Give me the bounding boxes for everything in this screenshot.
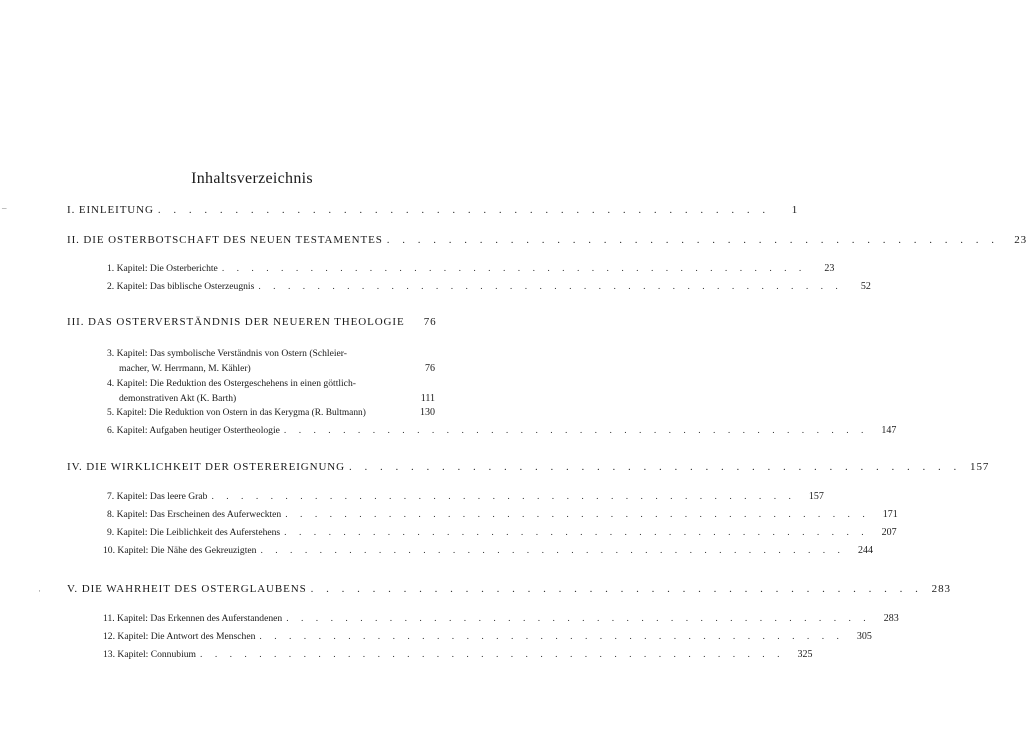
leader-dots: . . . . . . . . . . . . . . . . . . . . . . . . . . . . . . . . . . . . . . . .: [260, 545, 845, 556]
toc-chapter: [107, 376, 435, 406]
toc-chapter: [103, 544, 873, 557]
toc-chapter: [107, 490, 824, 503]
toc-chapter-label: 5. Kapitel: Die Reduktion von Ostern in das Kerygma (R. Bultmann): [107, 408, 366, 418]
toc-page-number: 1: [791, 204, 799, 216]
toc-part: [67, 583, 951, 596]
toc-chapter: [107, 280, 871, 293]
toc-chapter-label: 6. Kapitel: Aufgaben heutiger Ostertheologie: [107, 425, 280, 436]
toc-part-label: III. DAS OSTERVERSTÄNDNIS DER NEUEREN THEOLOGIE: [67, 316, 405, 328]
toc-chapter-label: 9. Kapitel: Die Leiblichkeit des Auferstehens: [107, 527, 281, 538]
leader-dots: . . . . . . . . . . . . . . . . . . . . . . . . . . . . . . . . . . . . . . . .: [259, 631, 844, 642]
toc-page-number: 52: [860, 281, 871, 292]
toc-chapter-label: 4. Kapitel: Die Reduktion des Ostergeschehens in einen göttlich-: [107, 378, 356, 389]
toc-page-number: 305: [856, 631, 872, 642]
toc-chapter-label: 13. Kapitel: Connubium: [103, 649, 197, 660]
toc-page-number: 130: [420, 407, 435, 418]
leader-dots: . . . . . . . . . . . . . . . . . . . . . . . . . . . . . . . . . . . . . . . .: [258, 281, 843, 292]
margin-mark: ·: [38, 586, 41, 596]
toc-chapter-label: macher, W. Herrmann, M. Kähler): [119, 363, 251, 374]
toc-chapter: [107, 424, 897, 437]
toc-part-label: II. DIE OSTERBOTSCHAFT DES NEUEN TESTAMENTES: [67, 234, 383, 246]
leader-dots: . . . . . . . . . . . . . . . . . . . . . . . . . . . . . . . . . . . . . . . .: [310, 583, 923, 595]
toc-chapter: [107, 406, 435, 420]
page-title: Inhaltsverzeichnis: [191, 170, 313, 187]
toc-chapter: [103, 648, 813, 661]
margin-mark: –: [2, 203, 7, 213]
toc-page-number: 111: [420, 393, 435, 404]
toc-chapter-line: [107, 391, 435, 406]
leader-dots: . . . . . . . . . . . . . . . . . . . . . . . . . . . . . . . . . . . . . . . .: [211, 491, 796, 502]
toc-chapter: [107, 262, 835, 275]
toc-chapter: [107, 508, 898, 521]
toc-chapter-label: demonstrativen Akt (K. Barth): [119, 393, 237, 404]
toc-page-number: 23: [824, 263, 835, 274]
toc-page-number: 76: [425, 363, 435, 374]
toc-part-label: IV. DIE WIRKLICHKEIT DER OSTEREREIGNUNG: [67, 461, 345, 473]
toc-chapter-label: 2. Kapitel: Das biblische Osterzeugnis: [107, 281, 255, 292]
toc-page-number: 207: [881, 527, 897, 538]
toc-chapter: [103, 612, 899, 625]
toc-part: [67, 461, 990, 474]
toc-part-label: V. DIE WAHRHEIT DES OSTERGLAUBENS: [67, 583, 307, 595]
toc-part: [67, 204, 799, 217]
toc-page-number: 171: [882, 509, 898, 520]
toc-chapter: [107, 526, 897, 539]
leader-dots: . . . . . . . . . . . . . . . . . . . . . . . . . . . . . . . . . . . . . . . .: [286, 613, 871, 624]
toc-page-number: 283: [883, 613, 899, 624]
toc-part: [67, 234, 1027, 247]
toc-page-number: 157: [808, 491, 824, 502]
toc-page-number: 244: [857, 545, 873, 556]
toc-page-number: 76: [423, 316, 437, 328]
toc-chapter-line: [107, 376, 435, 391]
toc-part-label: I. EINLEITUNG: [67, 204, 154, 216]
leader-dots: . . . . . . . . . . . . . . . . . . . . . . . . . . . . . . . . . . . . . . . .: [157, 204, 771, 216]
toc-chapter-label: 8. Kapitel: Das Erscheinen des Auferweckten: [107, 509, 282, 520]
toc-chapter-label: 3. Kapitel: Das symbolische Verständnis von Ostern (Schleier-: [107, 348, 347, 359]
toc-chapter-label: 12. Kapitel: Die Antwort des Menschen: [103, 631, 256, 642]
toc-chapter-line: [107, 346, 435, 361]
toc-chapter-line: [107, 361, 435, 376]
toc-chapter-label: 11. Kapitel: Das Erkennen des Auferstandenen: [103, 613, 283, 624]
toc-page-number: 157: [970, 461, 990, 473]
leader-dots: . . . . . . . . . . . . . . . . . . . . . . . . . . . . . . . . . . . . . . . .: [285, 509, 870, 520]
toc-part: [67, 316, 435, 329]
toc-page-number: 147: [881, 425, 897, 436]
toc-page-number: 325: [797, 649, 813, 660]
toc-page-number: 283: [931, 583, 951, 595]
toc-chapter-label: 7. Kapitel: Das leere Grab: [107, 491, 208, 502]
leader-dots: . . . . . . . . . . . . . . . . . . . . . . . . . . . . . . . . . . . . . . . .: [284, 527, 869, 538]
leader-dots: . . . . . . . . . . . . . . . . . . . . . . . . . . . . . . . . . . . . . . . .: [386, 234, 1000, 246]
toc-chapter: [107, 346, 435, 376]
leader-dots: . . . . . . . . . . . . . . . . . . . . . . . . . . . . . . . . . . . . . . . .: [221, 263, 807, 274]
toc-chapter: [103, 630, 872, 643]
leader-dots: . . . . . . . . . . . . . . . . . . . . . . . . . . . . . . . . . . . . . . . .: [200, 649, 785, 660]
toc-page-number: 23: [1014, 234, 1027, 246]
toc-chapter-label: 1. Kapitel: Die Osterberichte: [107, 263, 218, 274]
leader-dots: . . . . . . . . . . . . . . . . . . . . . . . . . . . . . . . . . . . . . . . .: [349, 461, 962, 473]
toc-chapter-label: 10. Kapitel: Die Nähe des Gekreuzigten: [103, 545, 257, 556]
leader-dots: . . . . . . . . . . . . . . . . . . . . . . . . . . . . . . . . . . . . . . . .: [283, 425, 869, 436]
